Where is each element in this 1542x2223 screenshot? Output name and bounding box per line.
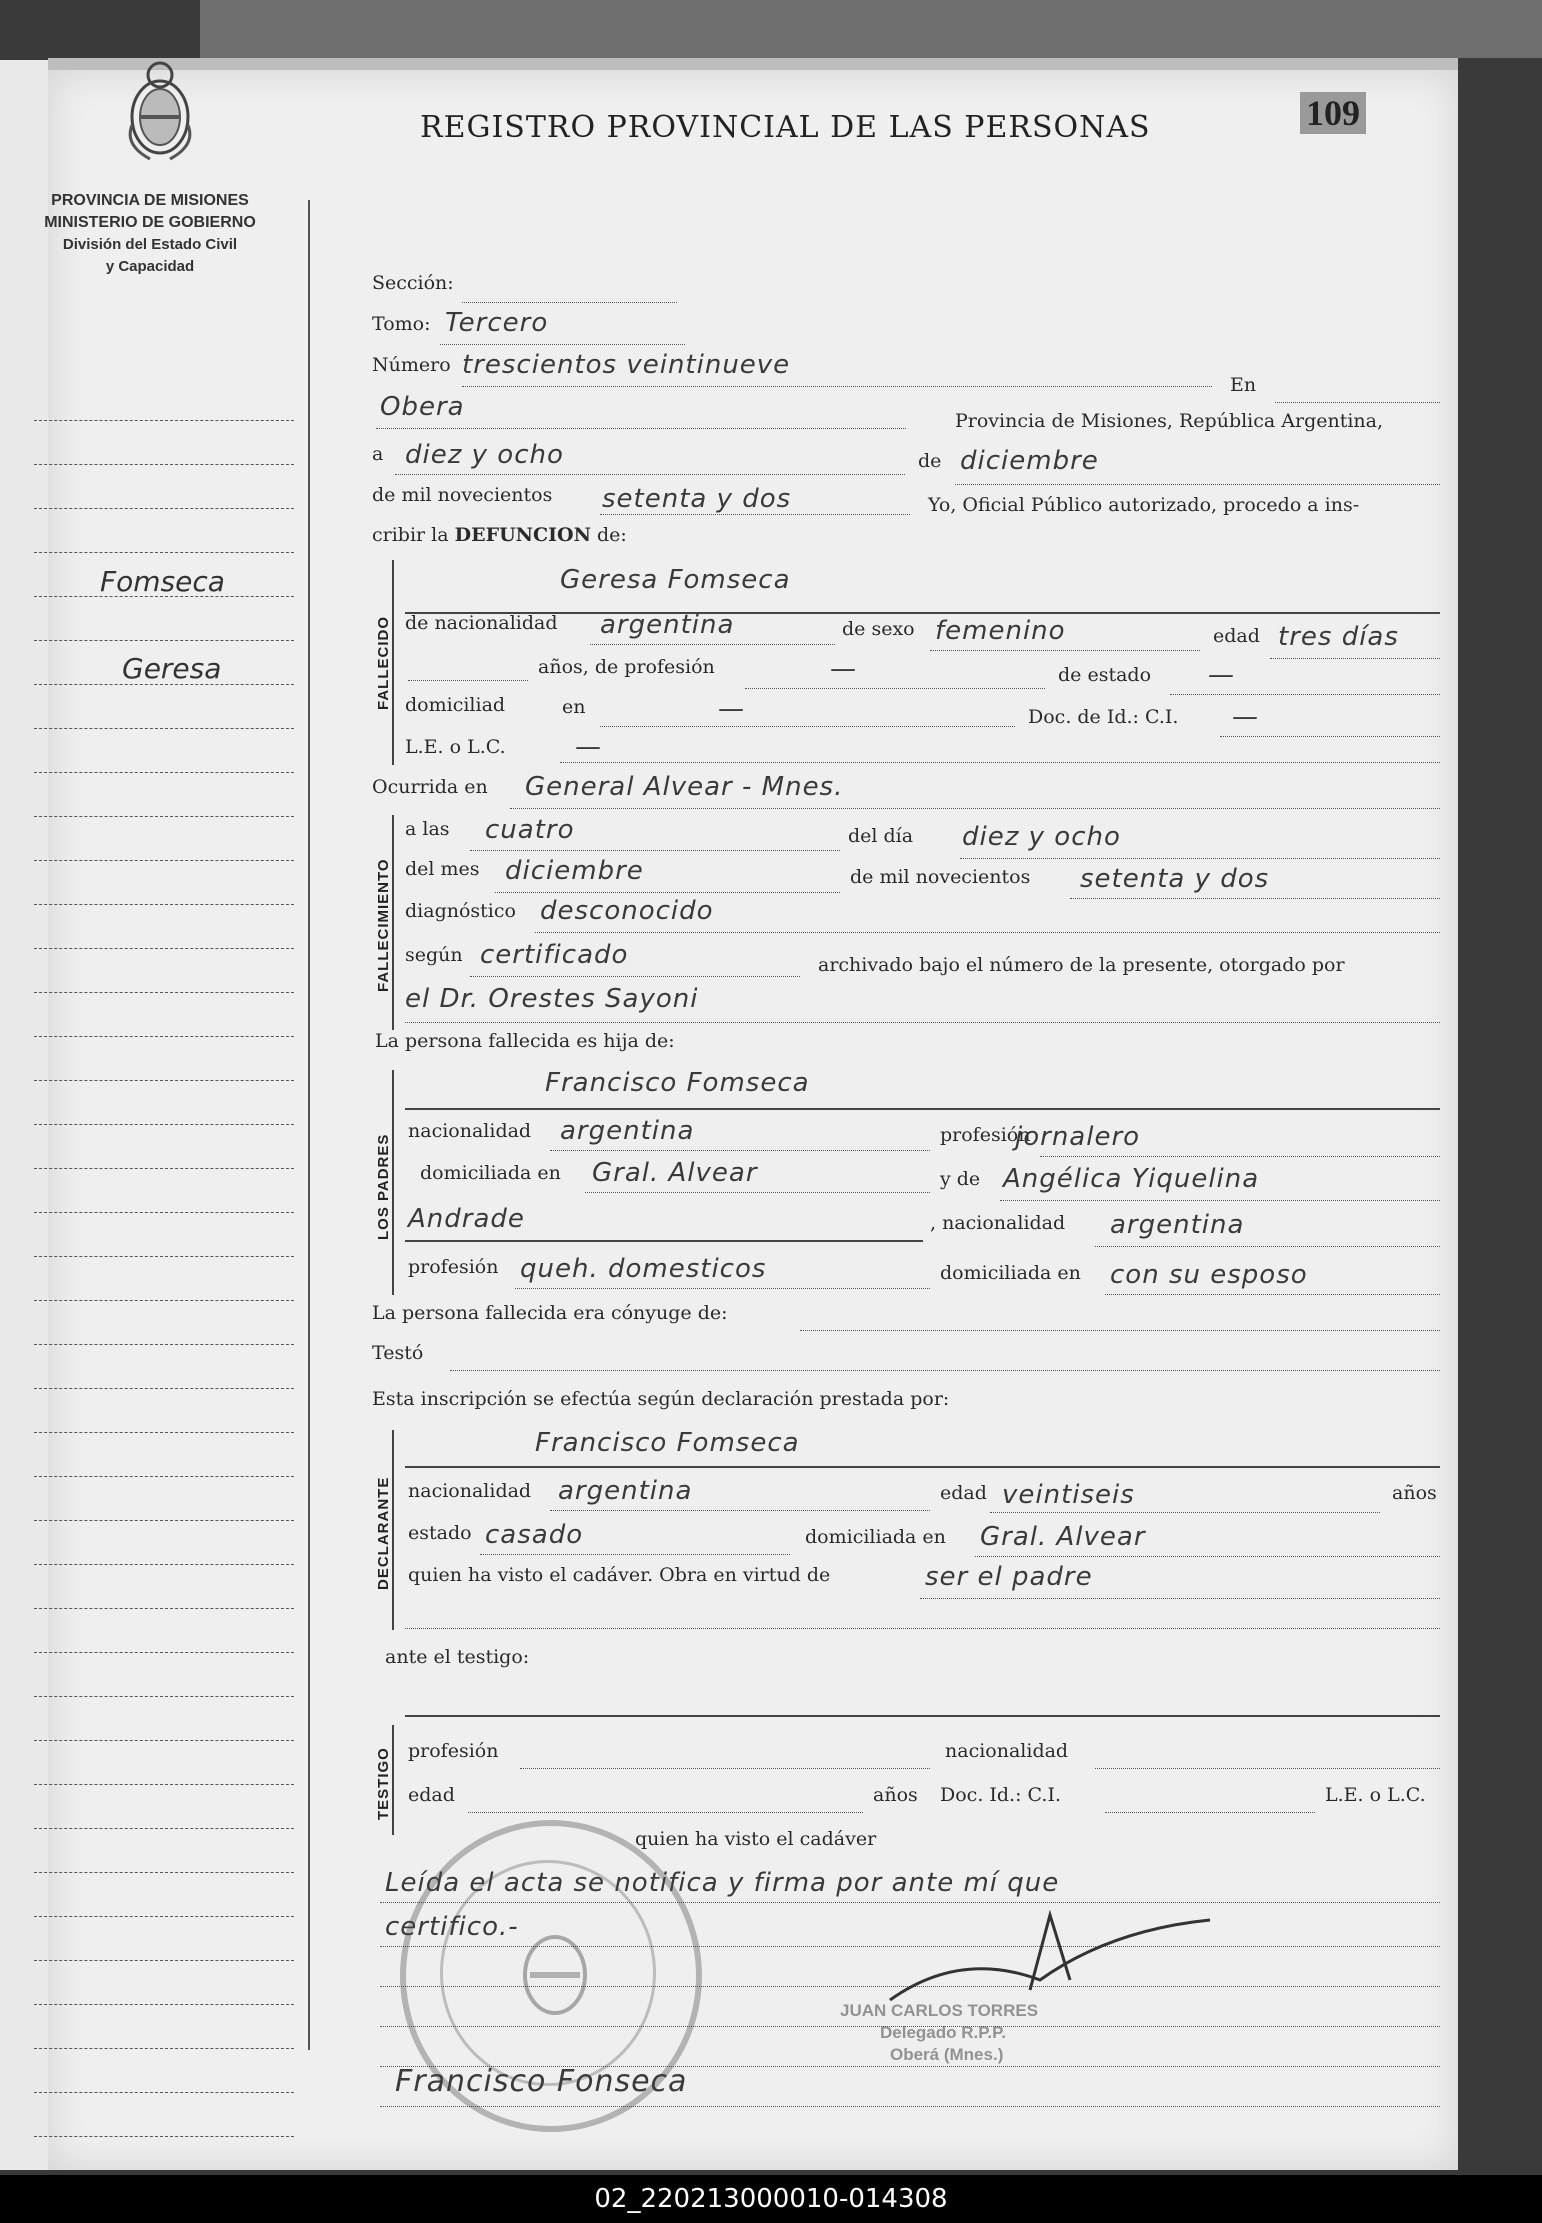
office-province: PROVINCIA DE MISIONES [51,192,249,209]
ocurrida-label: Ocurrida en [372,776,488,798]
segun-line [470,976,800,977]
madre-name-line-2 [405,1240,923,1242]
oficial-text: Yo, Oficial Público autorizado, procedo a ins- [928,494,1360,516]
fallecido-bracket [392,560,394,765]
test-doc-line [1105,1812,1315,1813]
fall-le-line [560,762,1440,763]
margin-rule [34,2136,294,2137]
decl-edad-label: edad [940,1482,987,1504]
fall-prof-value: — [830,654,857,684]
closing-line-1: Leída el acta se notifica y firma por ante mí que [385,1868,1060,1898]
test-nac-line [1095,1768,1440,1769]
test-doc-label: Doc. Id.: C.I. [940,1784,1061,1806]
day-line [395,474,905,475]
cribir-text: cribir la DEFUNCION de: [372,524,627,546]
fallecido-name: Geresa Fomseca [560,565,791,595]
year-label: de mil novecientos [372,484,553,506]
coat-of-arms-icon [120,55,200,165]
diag-line [535,932,1440,933]
padre-prof-label: profesión [940,1124,1031,1146]
margin-rule [34,2092,294,2093]
closing-line-2: certifico.- [385,1912,519,1942]
margin-rule [34,1740,294,1741]
madre-prof-line [515,1288,930,1289]
folio-number: 109 [1300,92,1366,134]
de-label: de [918,450,942,472]
decl-dom-line [975,1556,1440,1557]
decl-dom-label: domiciliada en [805,1526,946,1548]
fall-doc-label: Doc. de Id.: C.I. [1028,706,1179,728]
month-value: diciembre [960,446,1099,476]
margin-rule [34,860,294,861]
padre-dom-label: domiciliada en [420,1162,561,1184]
official-name: JUAN CARLOS TORRES [840,2001,1039,2020]
image-caption: 02_220213000010-014308 [0,2175,1542,2223]
numero-value: trescientos veintinueve [462,350,791,380]
margin-rule [34,1520,294,1521]
margin-rule [34,508,294,509]
margin-divider [308,200,310,2050]
test-le-label: L.E. o L.C. [1325,1784,1426,1806]
tomo-line [440,344,685,345]
fall-doc-line [1220,736,1440,737]
seccion-line [462,302,677,303]
madre-nac-label: , nacionalidad [930,1212,1066,1234]
padres-tag: LOS PADRES [375,1133,392,1240]
fall-sexo-value: femenino [935,616,1066,646]
decl-anos-label: años [1392,1482,1437,1504]
fall-nac-line [590,644,835,645]
medico-value: el Dr. Orestes Sayoni [405,984,699,1014]
margin-rule [34,772,294,773]
margin-surname: Fomseca [100,565,225,598]
fall-dom-line [600,726,1015,727]
testo-line [450,1370,1440,1371]
provincia-text: Provincia de Misiones, República Argentina, [955,410,1384,432]
padre-prof-line [1040,1156,1440,1157]
diag-label: diagnóstico [405,900,516,922]
declarante-name: Francisco Fomseca [535,1428,800,1458]
testigo-name-line [405,1715,1440,1717]
mes-value: diciembre [505,856,644,886]
defuncion-word: DEFUNCION [454,524,591,546]
fall-dom-label: domiciliad [405,694,506,716]
margin-rule [34,464,294,465]
decl-edad-line [990,1512,1380,1513]
declarante-name-line [405,1466,1440,1468]
official-place: Oberá (Mnes.) [890,2045,1004,2064]
testo-label: Testó [372,1342,424,1364]
margin-rule [34,1564,294,1565]
issuing-office [30,190,270,278]
hora-value: cuatro [485,815,575,845]
month-line [955,484,1440,485]
margin-rule [34,1872,294,1873]
a-label: a [372,443,384,465]
decl-dom-value: Gral. Alvear [980,1522,1146,1552]
test-nac-label: nacionalidad [945,1740,1069,1762]
margin-rule [34,1212,294,1213]
decl-estado-label: estado [408,1522,472,1544]
fall-nac-label: de nacionalidad [405,612,558,634]
madre-name-2: Andrade [408,1204,525,1234]
decl-nac-label: nacionalidad [408,1480,532,1502]
margin-rule [34,2048,294,2049]
margin-rule [34,552,294,553]
dia-line [960,858,1440,859]
decl-virtud-value: ser el padre [925,1562,1093,1592]
dia-label: del día [848,825,914,847]
margin-rule [34,2004,294,2005]
test-prof-line [520,1768,930,1769]
year-value: setenta y dos [602,484,792,514]
fall-edad-label: edad [1213,625,1260,647]
office-ministry: MINISTERIO DE GOBIERNO [44,214,256,231]
margin-rule [34,1476,294,1477]
margin-rule [34,1256,294,1257]
testigo-intro: ante el testigo: [385,1646,530,1668]
medico-line [405,1022,1440,1023]
margin-rule [34,1916,294,1917]
year-line [600,514,910,515]
margin-rule [34,1080,294,1081]
margin-rule [34,816,294,817]
decl-extra-line [405,1628,1440,1629]
padres-bracket [392,1070,394,1295]
numero-label: Número [372,354,451,376]
margin-rule [34,1828,294,1829]
declarante-bracket [392,1430,394,1630]
test-prof-label: profesión [408,1740,499,1762]
margin-rule [34,420,294,421]
tomo-value: Tercero [445,308,549,338]
segun-value: certificado [480,940,629,970]
testigo-tag: TESTIGO [375,1747,392,1820]
anio-value: setenta y dos [1080,864,1270,894]
margin-rule [34,948,294,949]
padre-dom-value: Gral. Alvear [592,1158,758,1188]
margin-rule [34,992,294,993]
margin-rule [34,1168,294,1169]
margin-rule [34,1124,294,1125]
fall-estado-label: de estado [1058,664,1152,686]
stamp-shield-icon [510,1930,600,2020]
fall-edad-value: tres días [1278,622,1399,652]
en-label: En [1230,374,1257,396]
ocurrida-value: General Alvear - Mnes. [525,772,844,802]
madre-nac-line [1095,1246,1440,1247]
margin-rule [34,1784,294,1785]
decl-edad-value: veintiseis [1002,1480,1135,1510]
padre-nac-line [550,1150,930,1151]
fall-sexo-label: de sexo [842,618,915,640]
madre-name-1: Angélica Yiquelina [1003,1164,1260,1194]
padres-intro: La persona fallecida es hija de: [375,1030,675,1052]
margin-given-name: Geresa [122,652,222,685]
segun-label: según [405,944,463,966]
fall-anos-line [408,680,528,681]
padre-nac-label: nacionalidad [408,1120,532,1142]
fall-dom-value: — [718,694,745,724]
fall-nac-value: argentina [600,610,735,640]
margin-rule [34,1036,294,1037]
document-title: REGISTRO PROVINCIAL DE LAS PERSONAS [420,110,1151,145]
fallecido-tag: FALLECIDO [375,616,392,710]
margin-rule [34,1432,294,1433]
margin-rule [34,1960,294,1961]
fall-le-value: — [575,732,602,762]
previous-page-edge [0,60,51,2170]
margin-rule [34,728,294,729]
place-value: Obera [380,392,465,422]
anio-label: de mil novecientos [850,866,1031,888]
margin-rule [34,1608,294,1609]
padre-dom-line [585,1192,930,1193]
conyuge-label: La persona fallecida era cónyuge de: [372,1302,728,1324]
padre-name: Francisco Fomseca [545,1068,810,1098]
fall-prof-line [745,688,1045,689]
madre-dom-label: domiciliada en [940,1262,1081,1284]
declarante-intro: Esta inscripción se efectúa según declaración prestada por: [372,1388,950,1410]
fall-sexo-line [930,650,1200,651]
fallecimiento-tag: FALLECIMIENTO [375,858,392,992]
fall-anos-label: años, de profesión [538,656,715,678]
decl-estado-line [480,1554,790,1555]
test-visto-label: quien ha visto el cadáver [635,1828,877,1850]
decl-nac-value: argentina [558,1476,693,1506]
margin-rule [34,904,294,905]
mes-line [495,892,840,893]
office-capacity: y Capacidad [105,258,195,275]
test-edad-line [468,1812,863,1813]
decl-estado-value: casado [485,1520,584,1550]
padre-nac-value: argentina [560,1116,695,1146]
decl-virtud-line [920,1598,1440,1599]
madre-nac-value: argentina [1110,1210,1245,1240]
decl-visto-label: quien ha visto el cadáver. Obra en virtud de [408,1564,831,1586]
en-line [1275,402,1440,403]
fallecido-name-line [405,612,1440,614]
padre-name-line [405,1108,1440,1110]
margin-rule [34,1388,294,1389]
declarante-tag: DECLARANTE [375,1476,392,1590]
official-title: Delegado R.P.P. [880,2023,1006,2042]
hora-label: a las [405,818,450,840]
test-anos-label: años [873,1784,918,1806]
conyuge-line [800,1330,1440,1331]
madre-prof-label: profesión [408,1256,499,1278]
margin-rule [34,1344,294,1345]
fall-le-label: L.E. o L.C. [405,736,506,758]
dia-value: diez y ocho [962,822,1121,852]
margin-rule [34,1652,294,1653]
padre-prof-value: jornalero [1015,1122,1141,1152]
madre-name-line-1 [1000,1200,1440,1201]
office-division: División del Estado Civil [62,236,238,253]
numero-line [462,386,1212,387]
test-edad-label: edad [408,1784,455,1806]
fall-doc-value: — [1232,702,1259,732]
decl-nac-line [550,1510,930,1511]
diag-value: desconocido [540,896,714,926]
place-line [376,428,906,429]
ocurrida-line [510,808,1440,809]
margin-rule [34,640,294,641]
fallecimiento-bracket [392,815,394,1030]
day-value: diez y ocho [405,440,564,470]
margin-rule [34,1696,294,1697]
archivado-text: archivado bajo el número de la presente, otorgado por [818,954,1345,976]
background-strip [200,0,1542,58]
madre-dom-line [1105,1294,1440,1295]
testigo-bracket [392,1725,394,1835]
mes-label: del mes [405,858,480,880]
official-signature-icon [880,1910,1220,2010]
declarant-signature: Francisco Fonseca [395,2064,688,2099]
madre-prof-value: queh. domesticos [520,1254,767,1284]
fall-estado-line [1170,694,1440,695]
margin-rule [34,1300,294,1301]
official-stamp [840,2000,1038,2066]
seccion-label: Sección: [372,272,454,294]
fall-en-label: en [562,696,586,718]
fall-estado-value: — [1208,660,1235,690]
anio-line [1070,898,1440,899]
tomo-label: Tomo: [372,313,431,335]
fall-edad-line [1270,658,1440,659]
madre-dom-value: con su esposo [1110,1260,1308,1290]
y-de-label: y de [940,1168,981,1190]
hora-line [470,850,840,851]
